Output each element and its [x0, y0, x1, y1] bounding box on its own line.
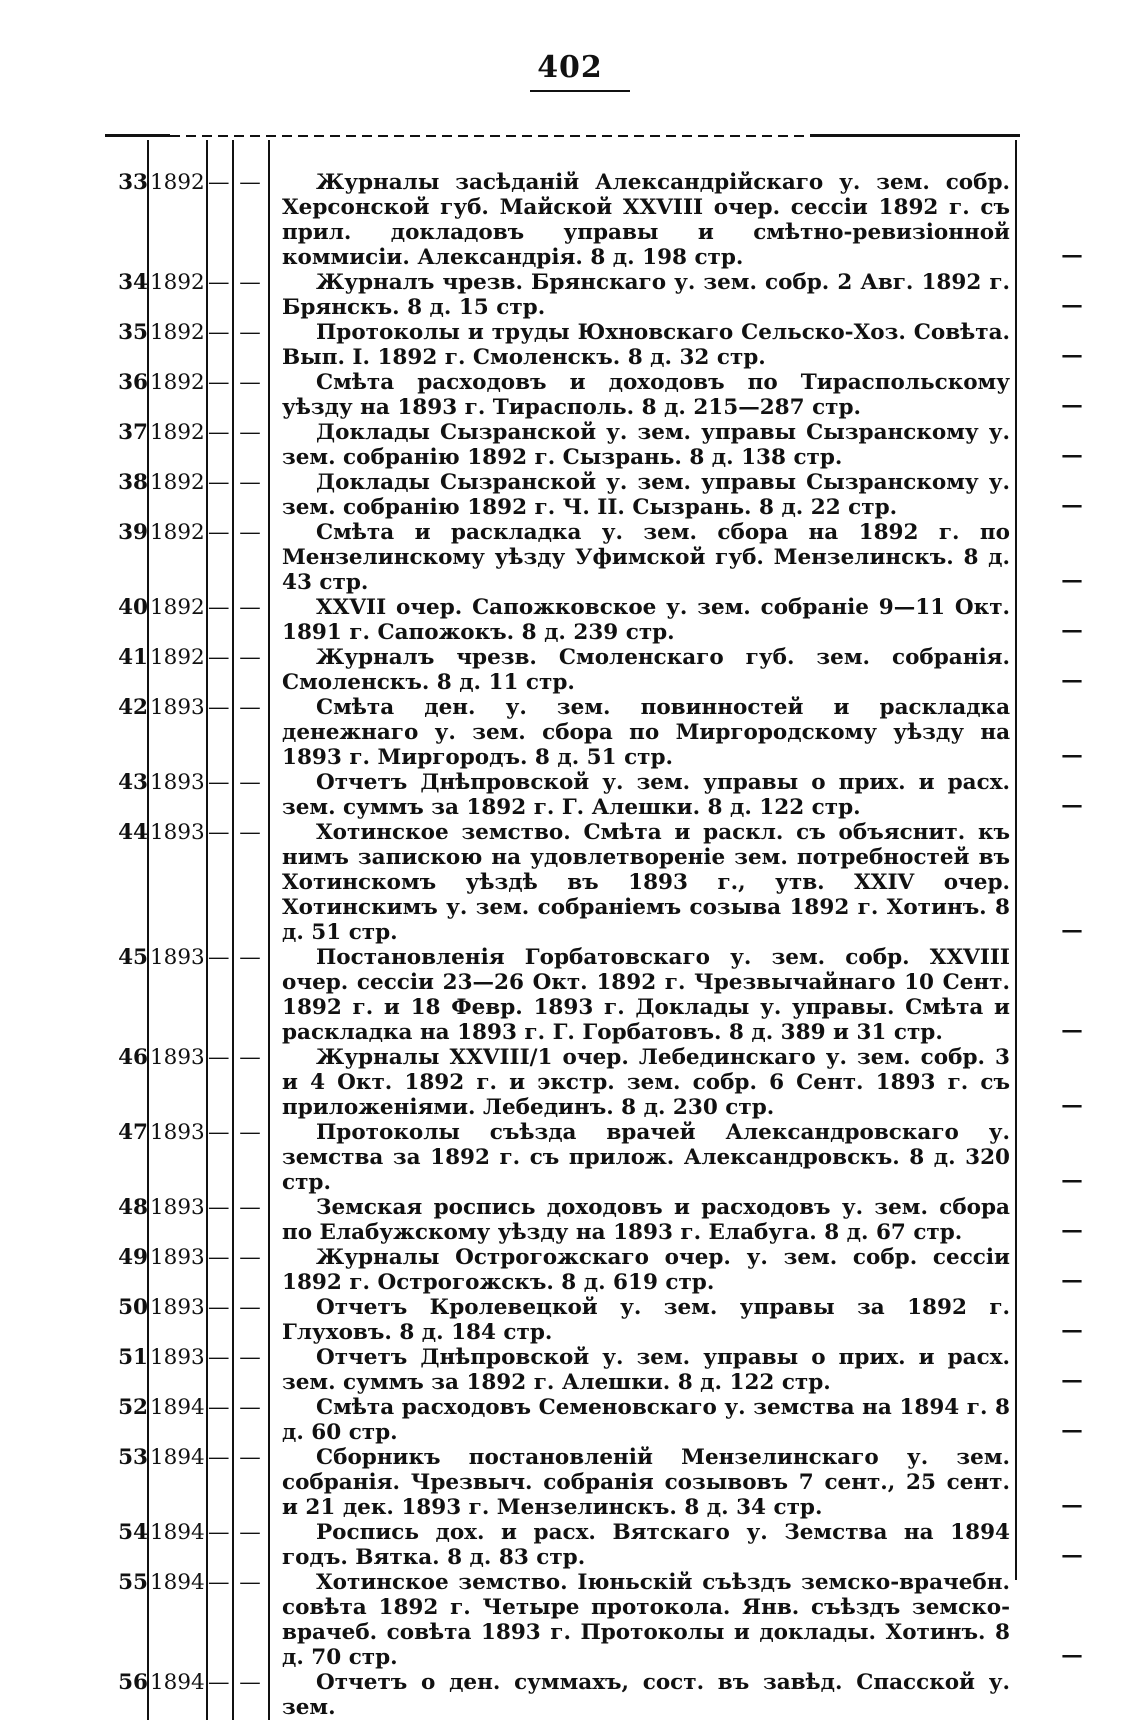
entry-dash-second: — — [239, 1570, 261, 1595]
entry-note-dash: — — [1061, 1418, 1083, 1443]
entry-description: Журналы Острогожскаго очер. у. зем. собр. сессіи 1892 г. Острогожскъ. 8 д. 619 стр. — [282, 1245, 1010, 1295]
entry-dash-first: — — [208, 320, 230, 345]
entry-dash-second: — — [239, 770, 261, 795]
catalog-entry — [0, 520, 1140, 595]
entry-note-dash: — — [1061, 918, 1083, 943]
entry-number: 37 — [118, 420, 148, 445]
page-number-underline — [530, 90, 630, 92]
catalog-entry — [0, 1520, 1140, 1570]
catalog-entry — [0, 370, 1140, 420]
entry-number: 35 — [118, 320, 148, 345]
entry-description: Смѣта расходовъ Семеновскаго у. земства на 1894 г. 8 д. 60 стр. — [282, 1395, 1010, 1445]
entry-dash-second: — — [239, 695, 261, 720]
entry-dash-second: — — [239, 595, 261, 620]
catalog-entry — [0, 1045, 1140, 1120]
entry-dash-second: — — [239, 370, 261, 395]
entry-note-dash: — — [1061, 568, 1083, 593]
entry-note-dash: — — [1061, 393, 1083, 418]
entry-dash-first: — — [208, 770, 230, 795]
entry-description: Смѣта ден. у. зем. повинностей и раскладка денежнаго у. зем. сбора по Миргородскому уѣзду на 1893 г. Миргородъ. 8 д. 51 стр. — [282, 695, 1010, 770]
entry-dash-second: — — [239, 520, 261, 545]
entry-number: 45 — [118, 945, 148, 970]
catalog-entry — [0, 695, 1140, 770]
entry-year: 1892 — [150, 270, 205, 295]
entry-year: 1894 — [150, 1520, 205, 1545]
entry-dash-first: — — [208, 820, 230, 845]
entry-dash-second: — — [239, 470, 261, 495]
entry-dash-second: — — [239, 1245, 261, 1270]
entry-dash-second: — — [239, 170, 261, 195]
entry-year: 1892 — [150, 520, 205, 545]
entry-number: 46 — [118, 1045, 148, 1070]
entry-dash-first: — — [208, 1445, 230, 1470]
entry-dash-second: — — [239, 645, 261, 670]
entry-dash-first: — — [208, 595, 230, 620]
entry-dash-first: — — [208, 1670, 230, 1695]
entry-year: 1892 — [150, 170, 205, 195]
entry-note-dash: — — [1061, 1368, 1083, 1393]
entry-note-dash: — — [1061, 1268, 1083, 1293]
entry-number: 33 — [118, 170, 148, 195]
entry-year: 1892 — [150, 420, 205, 445]
entry-year: 1893 — [150, 1045, 205, 1070]
entry-dash-second: — — [239, 1345, 261, 1370]
entry-dash-second: — — [239, 270, 261, 295]
entry-description: Постановленія Горбатовскаго у. зем. собр. XXVIII очер. сессіи 23—26 Окт. 1892 г. Чрезвычайнаго 10 Сент. 1892 г. и 18 Февр. 1893 г. Доклады у. управы. Смѣта и раскладка на 1893 г. Г. Горбатовъ. 8 д. 389 и 31 стр. — [282, 945, 1010, 1045]
entry-number: 56 — [118, 1670, 148, 1695]
entry-number: 42 — [118, 695, 148, 720]
entry-number: 43 — [118, 770, 148, 795]
entry-description: Роспись дох. и расх. Вятскаго у. Земства на 1894 годъ. Вятка. 8 д. 83 стр. — [282, 1520, 1010, 1570]
entry-dash-first: — — [208, 1120, 230, 1145]
entry-dash-second: — — [239, 1520, 261, 1545]
catalog-entry — [0, 1670, 1140, 1720]
entry-year: 1893 — [150, 1245, 205, 1270]
header-rule-dashed — [170, 135, 810, 137]
entry-note-dash: — — [1061, 1543, 1083, 1568]
entry-dash-second: — — [239, 945, 261, 970]
entry-dash-first: — — [208, 1520, 230, 1545]
entry-number: 36 — [118, 370, 148, 395]
entry-note-dash: — — [1061, 1643, 1083, 1668]
entry-year: 1894 — [150, 1570, 205, 1595]
entry-note-dash: — — [1061, 293, 1083, 318]
entry-number: 40 — [118, 595, 148, 620]
entry-note-dash: — — [1061, 443, 1083, 468]
entry-year: 1893 — [150, 820, 205, 845]
entry-note-dash: — — [1061, 1318, 1083, 1343]
entry-dash-first: — — [208, 1570, 230, 1595]
entry-note-dash: — — [1061, 1168, 1083, 1193]
entry-dash-first: — — [208, 1395, 230, 1420]
catalog-entry — [0, 1245, 1140, 1295]
entry-description: Хотинское земство. Смѣта и раскл. съ объяснит. къ нимъ запискою на удовлетвореніе зем. потребностей въ Хотинскомъ уѣздѣ въ 1893 г., утв. XXIV очер. Хотинскимъ у. зем. собраніемъ созыва 1892 г. Хотинъ. 8 д. 51 стр. — [282, 820, 1010, 945]
entry-dash-first: — — [208, 270, 230, 295]
entry-note-dash: — — [1061, 493, 1083, 518]
entry-note-dash: — — [1061, 1493, 1083, 1518]
entry-dash-second: — — [239, 420, 261, 445]
entry-dash-first: — — [208, 370, 230, 395]
entry-description: Протоколы и труды Юхновскаго Сельско-Хоз. Совѣта. Вып. I. 1892 г. Смоленскъ. 8 д. 32 стр. — [282, 320, 1010, 370]
catalog-entry — [0, 595, 1140, 645]
entry-dash-second: — — [239, 1445, 261, 1470]
entry-year: 1893 — [150, 945, 205, 970]
entry-dash-first: — — [208, 1045, 230, 1070]
entry-dash-second: — — [239, 1670, 261, 1695]
catalog-entry — [0, 1395, 1140, 1445]
entry-dash-first: — — [208, 1295, 230, 1320]
entry-number: 34 — [118, 270, 148, 295]
entry-description: Журналы XXVIII/1 очер. Лебединскаго у. зем. собр. 3 и 4 Окт. 1892 г. и экстр. зем. собр. 6 Сент. 1893 г. съ приложеніями. Лебединъ. 8 д. 230 стр. — [282, 1045, 1010, 1120]
entry-number: 44 — [118, 820, 148, 845]
entry-year: 1893 — [150, 695, 205, 720]
catalog-entry — [0, 1345, 1140, 1395]
entry-dash-second: — — [239, 1395, 261, 1420]
entry-dash-first: — — [208, 1345, 230, 1370]
entry-description: Отчетъ Днѣпровской у. зем. управы о прих. и расх. зем. суммъ за 1892 г. Г. Алешки. 8 д. 122 стр. — [282, 770, 1010, 820]
entry-description: Журналъ чрезв. Смоленскаго губ. зем. собранія. Смоленскъ. 8 д. 11 стр. — [282, 645, 1010, 695]
entry-dash-second: — — [239, 820, 261, 845]
catalog-entry — [0, 470, 1140, 520]
page-number: 402 — [537, 50, 603, 85]
entry-year: 1893 — [150, 1120, 205, 1145]
entry-dash-first: — — [208, 470, 230, 495]
entry-note-dash: — — [1061, 1018, 1083, 1043]
entry-dash-second: — — [239, 1045, 261, 1070]
entry-number: 53 — [118, 1445, 148, 1470]
entry-number: 48 — [118, 1195, 148, 1220]
entry-description: Журналъ чрезв. Брянскаго у. зем. собр. 2 Авг. 1892 г. Брянскъ. 8 д. 15 стр. — [282, 270, 1010, 320]
entry-number: 41 — [118, 645, 148, 670]
entry-number: 55 — [118, 1570, 148, 1595]
catalog-entry — [0, 1445, 1140, 1520]
catalog-entry — [0, 820, 1140, 945]
entry-year: 1892 — [150, 470, 205, 495]
entry-dash-second: — — [239, 1195, 261, 1220]
entry-note-dash: — — [1061, 1218, 1083, 1243]
catalog-entry — [0, 645, 1140, 695]
entry-note-dash: — — [1061, 343, 1083, 368]
entry-description: Хотинское земство. Іюньскій съѣздъ земско-врачебн. совѣта 1892 г. Четыре протокола. Янв. съѣздъ земско-врачеб. совѣта 1893 г. Протоколы и доклады. Хотинъ. 8 д. 70 стр. — [282, 1570, 1010, 1670]
entry-year: 1892 — [150, 370, 205, 395]
entry-dash-first: — — [208, 1195, 230, 1220]
entry-number: 39 — [118, 520, 148, 545]
catalog-entry — [0, 1120, 1140, 1195]
catalog-entry — [0, 420, 1140, 470]
entry-number: 49 — [118, 1245, 148, 1270]
entry-number: 54 — [118, 1520, 148, 1545]
entry-note-dash: — — [1061, 743, 1083, 768]
catalog-entry — [0, 1295, 1140, 1345]
entry-description: Отчетъ Кролевецкой у. зем. управы за 1892 г. Глуховъ. 8 д. 184 стр. — [282, 1295, 1010, 1345]
entry-dash-first: — — [208, 695, 230, 720]
entry-year: 1892 — [150, 645, 205, 670]
entry-number: 47 — [118, 1120, 148, 1145]
entry-description: Доклады Сызранской у. зем. управы Сызранскому у. зем. собранію 1892 г. Сызрань. 8 д. 138 стр. — [282, 420, 1010, 470]
entry-description: Протоколы съѣзда врачей Александровскаго у. земства за 1892 г. съ прилож. Александровскъ. 8 д. 320 стр. — [282, 1120, 1010, 1195]
entry-description: Журналы засѣданій Александрійскаго у. зем. собр. Херсонской губ. Майской XXVIII очер. сессіи 1892 г. съ прил. докладовъ управы и смѣтно-ревизіонной коммисіи. Александрія. 8 д. 198 стр. — [282, 170, 1010, 270]
entry-description: Земская роспись доходовъ и расходовъ у. зем. сбора по Елабужскому уѣзду на 1893 г. Елабуга. 8 д. 67 стр. — [282, 1195, 1010, 1245]
entry-number: 50 — [118, 1295, 148, 1320]
entry-dash-first: — — [208, 645, 230, 670]
entry-number: 51 — [118, 1345, 148, 1370]
catalog-entry — [0, 770, 1140, 820]
entry-note-dash: — — [1061, 793, 1083, 818]
entry-year: 1893 — [150, 1295, 205, 1320]
entry-note-dash: — — [1061, 618, 1083, 643]
entry-description: XXVII очер. Сапожковское у. зем. собраніе 9—11 Окт. 1891 г. Сапожокъ. 8 д. 239 стр. — [282, 595, 1010, 645]
entry-number: 38 — [118, 470, 148, 495]
catalog-entry — [0, 320, 1140, 370]
header-rule-right — [810, 134, 1020, 137]
catalog-table — [0, 170, 1140, 1720]
entry-year: 1893 — [150, 1345, 205, 1370]
entry-year: 1894 — [150, 1395, 205, 1420]
entry-description: Смѣта расходовъ и доходовъ по Тираспольскому уѣзду на 1893 г. Тирасполь. 8 д. 215—287 стр. — [282, 370, 1010, 420]
entry-year: 1892 — [150, 595, 205, 620]
catalog-entry — [0, 170, 1140, 270]
header-rule-left — [105, 134, 170, 137]
catalog-entry — [0, 1570, 1140, 1670]
entry-description: Доклады Сызранской у. зем. управы Сызранскому у. зем. собранію 1892 г. Ч. II. Сызрань. 8 д. 22 стр. — [282, 470, 1010, 520]
entry-year: 1893 — [150, 770, 205, 795]
entry-number: 52 — [118, 1395, 148, 1420]
entry-dash-second: — — [239, 1295, 261, 1320]
catalog-entry — [0, 1195, 1140, 1245]
entry-year: 1893 — [150, 1195, 205, 1220]
entry-dash-second: — — [239, 320, 261, 345]
entry-year: 1894 — [150, 1670, 205, 1695]
entry-dash-first: — — [208, 1245, 230, 1270]
catalog-entry — [0, 945, 1140, 1045]
entry-year: 1892 — [150, 320, 205, 345]
entry-note-dash: — — [1061, 243, 1083, 268]
entry-note-dash: — — [1061, 668, 1083, 693]
entry-description: Сборникъ постановленій Мензелинскаго у. зем. собранія. Чрезвыч. собранія созывовъ 7 сент., 25 сент. и 21 дек. 1893 г. Мензелинскъ. 8 д. 34 стр. — [282, 1445, 1010, 1520]
entry-dash-first: — — [208, 170, 230, 195]
catalog-entry — [0, 270, 1140, 320]
entry-description: Отчетъ Днѣпровской у. зем. управы о прих. и расх. зем. суммъ за 1892 г. Алешки. 8 д. 122 стр. — [282, 1345, 1010, 1395]
entry-note-dash: — — [1061, 1093, 1083, 1118]
entry-dash-first: — — [208, 945, 230, 970]
entry-dash-first: — — [208, 420, 230, 445]
entry-dash-second: — — [239, 1120, 261, 1145]
entry-dash-first: — — [208, 520, 230, 545]
entry-description: Смѣта и раскладка у. зем. сбора на 1892 г. по Мензелинскому уѣзду Уфимской губ. Мензелинскъ. 8 д. 43 стр. — [282, 520, 1010, 595]
entry-year: 1894 — [150, 1445, 205, 1470]
entry-description: Отчетъ о ден. суммахъ, сост. въ завѣд. Спасской у. зем. — [282, 1670, 1010, 1720]
